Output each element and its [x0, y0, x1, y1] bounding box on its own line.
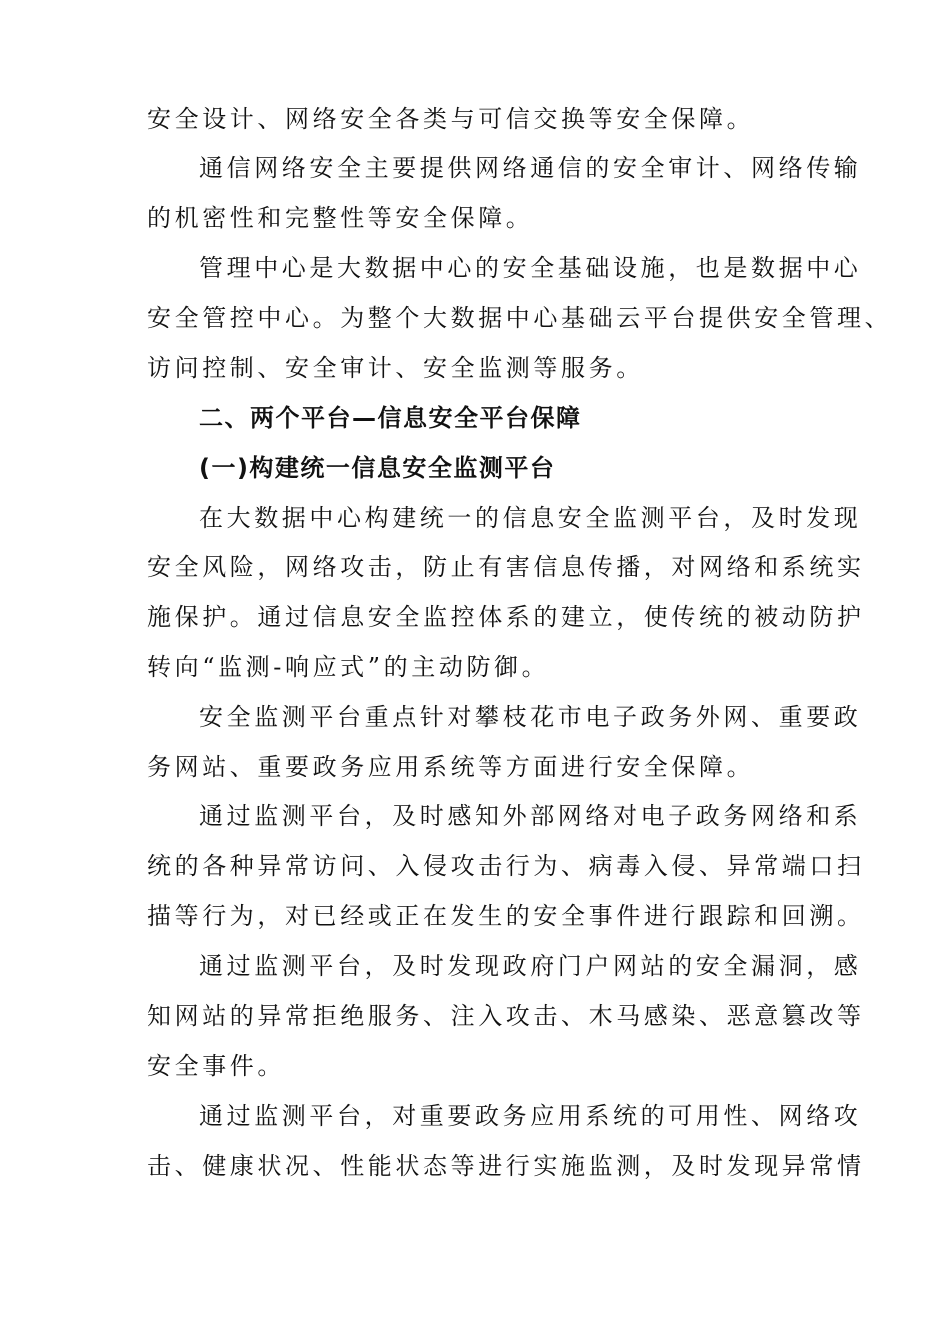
body-line: 知网站的异常拒绝服务、注入攻击、木马感染、恶意篡改等 — [147, 1002, 865, 1030]
body-line: 访问控制、安全审计、安全监测等服务。 — [147, 354, 644, 382]
body-line: 安全监测平台重点针对攀枝花市电子政务外网、重要政 — [199, 703, 862, 731]
body-line: 安全事件。 — [147, 1052, 285, 1080]
body-line: 安全设计、网络安全各类与可信交换等安全保障。 — [147, 105, 755, 133]
body-line: 通过监测平台，对重要政务应用系统的可用性、网络攻 — [199, 1102, 862, 1130]
body-line: 击、健康状况、性能状态等进行实施监测，及时发现异常情 — [147, 1152, 865, 1180]
body-line: 描等行为，对已经或正在发生的安全事件进行跟踪和回溯。 — [147, 902, 865, 930]
body-line: 在大数据中心构建统一的信息安全监测平台，及时发现 — [199, 504, 862, 532]
body-line: 施保护。通过信息安全监控体系的建立，使传统的被动防护 — [147, 603, 865, 631]
body-line: 通过监测平台，及时发现政府门户网站的安全漏洞，感 — [199, 952, 862, 980]
body-line: 安全管控中心。为整个大数据中心基础云平台提供安全管理、 — [147, 304, 893, 332]
body-line: 的机密性和完整性等安全保障。 — [147, 204, 534, 232]
body-line: 通信网络安全主要提供网络通信的安全审计、网络传输 — [199, 154, 862, 182]
body-line: 务网站、重要政务应用系统等方面进行安全保障。 — [147, 753, 755, 781]
body-line: 通过监测平台，及时感知外部网络对电子政务网络和系 — [199, 802, 862, 830]
body-line: 管理中心是大数据中心的安全基础设施，也是数据中心 — [199, 254, 862, 282]
body-line: 转向“监测-响应式”的主动防御。 — [147, 653, 550, 681]
section-heading: 二、两个平台—信息安全平台保障 — [199, 404, 582, 432]
subsection-heading: (一)构建统一信息安全监测平台 — [199, 454, 556, 482]
body-line: 安全风险，网络攻击，防止有害信息传播，对网络和系统实 — [147, 553, 865, 581]
body-line: 统的各种异常访问、入侵攻击行为、病毒入侵、异常端口扫 — [147, 852, 865, 880]
